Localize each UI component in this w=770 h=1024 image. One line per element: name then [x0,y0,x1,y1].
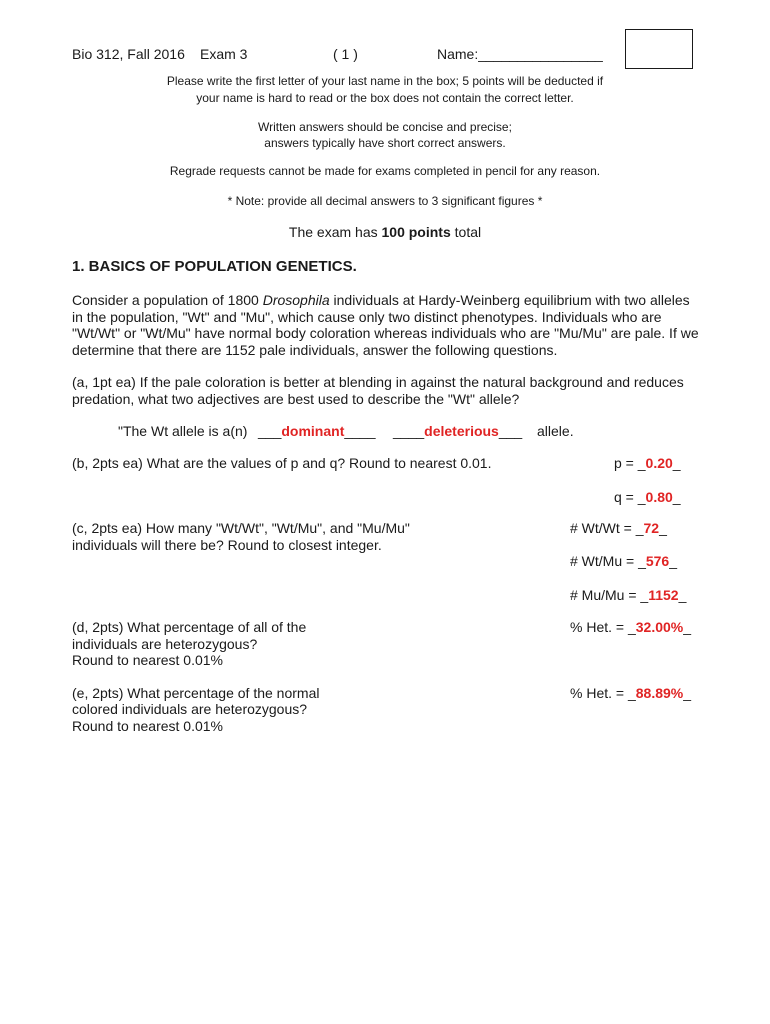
question-b-prompt: (b, 2pts ea) What are the values of p and q? Round to nearest 0.01. [72,455,492,471]
het-all-answer[interactable]: % Het. = _32.00%_ [570,619,692,635]
q-answer[interactable]: q = _0.80_ [614,489,681,505]
wtmu-answer[interactable]: # Wt/Mu = _576_ [570,553,678,569]
mumu-answer[interactable]: # Mu/Mu = _1152_ [570,587,687,603]
p-answer[interactable]: p = _0.20_ [614,455,681,471]
instruction-line: your name is hard to read or the box does not contain the correct letter. [196,91,574,105]
question-c-prompt: (c, 2pts ea) How many "Wt/Wt", "Wt/Mu", and "Mu/Mu" individuals will there be? Round to closest integer. [72,520,410,553]
question-e-prompt: (e, 2pts) What percentage of the normal [72,685,320,701]
instruction-line: Regrade requests cannot be made for exams completed in pencil for any reason. [169,164,601,178]
course-label: Bio 312, Fall 2016 [72,46,185,62]
question-a-prompt: (a, 1pt ea) If the pale coloration is better at blending in against the natural background and reduces predation, what two adjectives are best used to describe the "Wt" allele? [72,374,684,407]
wtwt-answer[interactable]: # Wt/Wt = _72_ [570,520,667,536]
question-d-prompt: (d, 2pts) What percentage of all of the [72,619,307,635]
question-a-lead: "The Wt allele is a(n) [118,423,248,439]
section-title: 1. BASICS OF POPULATION GENETICS. [72,258,357,275]
answer-blank-2[interactable]: ____deleterious___ [393,423,523,439]
question-d-prompt: Round to nearest 0.01% [72,652,223,668]
exam-total: The exam has 100 points total [288,224,482,240]
instruction-line: Written answers should be concise and precise; [258,120,512,134]
instruction-line: answers typically have short correct answers. [264,136,506,150]
name-field[interactable]: Name:________________ [437,46,603,62]
page-number: ( 1 ) [333,46,358,62]
answer-blank-1[interactable]: ___dominant____ [258,423,376,439]
initial-box[interactable] [625,29,693,69]
question-a-tail: allele. [537,423,574,439]
instruction-line: * Note: provide all decimal answers to 3 significant figures * [227,194,543,208]
exam-label: Exam 3 [200,46,248,62]
question-e-prompt: Round to nearest 0.01% [72,718,223,734]
het-normal-answer[interactable]: % Het. = _88.89%_ [570,685,692,701]
instruction-line: Please write the first letter of your last name in the box; 5 points will be deducted if [166,74,604,88]
section-intro: Consider a population of 1800 Drosophila individuals at Hardy-Weinberg equilibrium with two alleles in the population, "Wt" and "Mu", which cause only two distinct phenotypes. Individuals who are "Wt/Wt" or "Wt/Mu" have normal body coloration whereas individuals who are "Mu/Mu" are pale. If we determine that there are 1152 pale individuals, answer the following questions. [72,292,699,358]
question-e-prompt: colored individuals are heterozygous? [72,701,308,717]
question-d-prompt: individuals are heterozygous? [72,636,258,652]
